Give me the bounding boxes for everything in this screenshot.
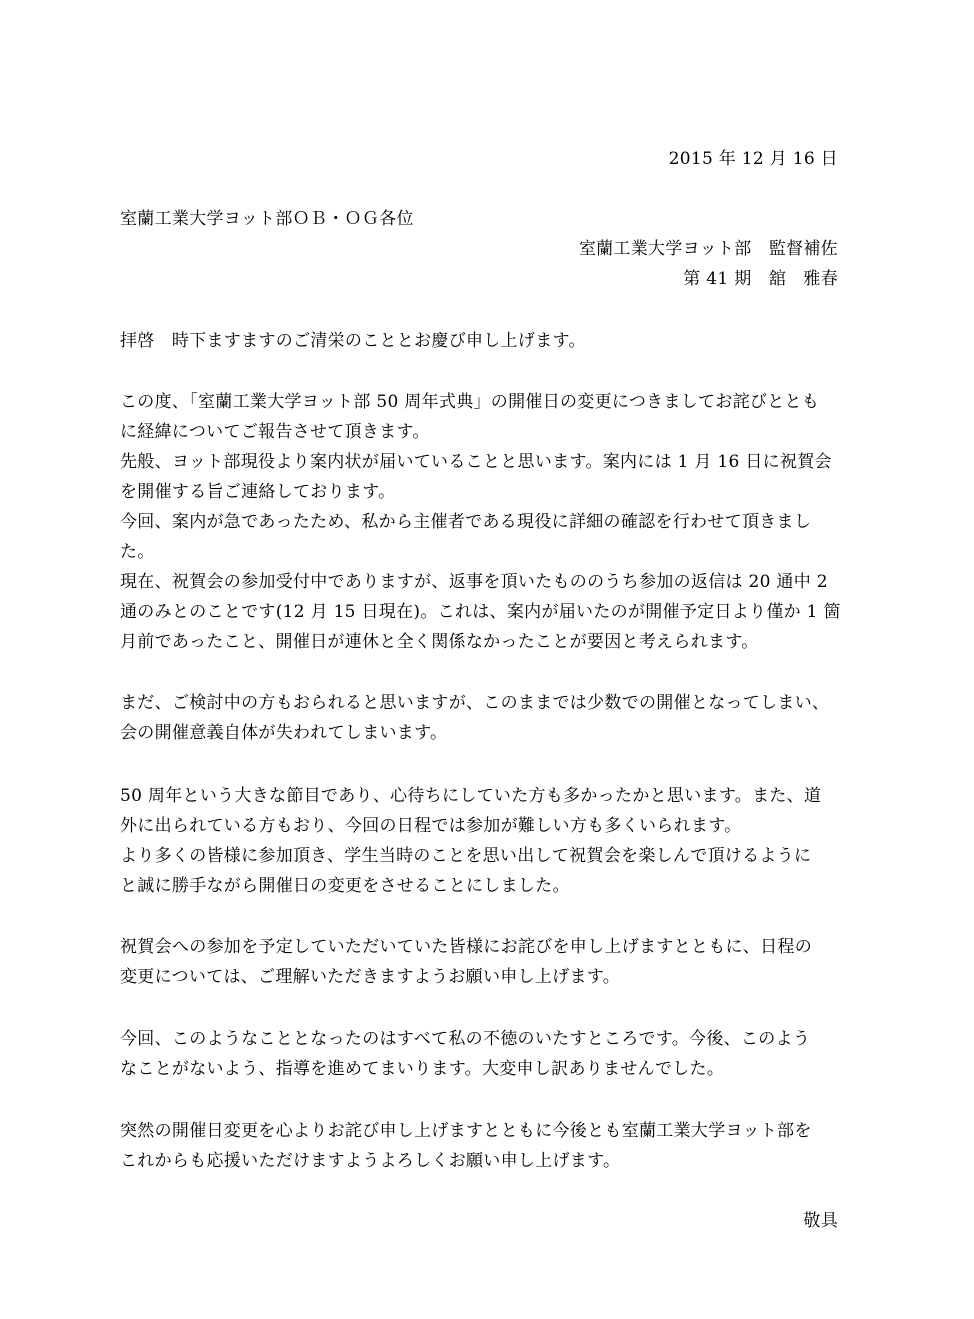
body-line-18: 今回、このようなこととなったのはすべて私の不徳のいたすところです。今後、このよう [120,1029,811,1049]
body-line-19: なことがないよう、指導を進めてまいります。大変申し訳ありませんでした。 [120,1059,725,1079]
body-line-12: 50 周年という大きな節目であり、心待ちにしていた方も多かったかと思います。また、道 [120,786,822,806]
sender-name: 第 41 期 舘 雅春 [683,269,838,289]
body-line-20: 突然の開催日変更を心よりお詫び申し上げますとともに今後とも室蘭工業大学ヨット部を [120,1121,812,1141]
body-line-13: 外に出られている方もおり、今回の日程では参加が難しい方も多くいられます。 [120,816,742,836]
body-line-15: と誠に勝手ながら開催日の変更をさせることにしました。 [120,876,570,896]
greeting-line: 拝啓 時下ますますのご清栄のこととお慶び申し上げます。 [120,331,586,351]
body-line-6: た。 [120,542,155,562]
body-line-9: 月前であったこと、開催日が連休と全く関係なかったことが要因と考えられます。 [120,632,759,652]
body-line-11: 会の開催意義自体が失われてしまいます。 [120,723,448,743]
body-line-16: 祝賀会への参加を予定していただいていた皆様にお詫びを申し上げますとともに、日程の [120,937,812,957]
body-line-2: に経緯についてご報告させて頂きます。 [120,422,430,442]
body-line-21: これからも応援いただけますようよろしくお願い申し上げます。 [120,1151,621,1171]
closing-keigu: 敬具 [803,1211,838,1231]
body-line-10: まだ、ご検討中の方もおられると思いますが、このままでは少数での開催となってしまい、 [120,693,830,713]
body-line-7: 現在、祝賀会の参加受付中でありますが、返事を頂いたもののうち参加の返信は 20 通中 2 [120,572,828,592]
body-line-3: 先般、ヨット部現役より案内状が届いていることと思います。案内には 1 月 16 日に祝賀会 [120,452,832,472]
body-line-5: 今回、案内が急であったため、私から主催者である現役に詳細の確認を行わせて頂きまし [120,512,812,532]
addressee: 室蘭工業大学ヨット部ＯＢ・ＯＧ各位 [120,209,414,229]
body-line-1: この度、「室蘭工業大学ヨット部 50 周年式典」の開催日の変更につきましてお詫びととも [120,392,820,412]
body-line-14: より多くの皆様に参加頂き、学生当時のことを思い出して祝賀会を楽しんで頂けるように [120,846,812,866]
letter-date: 2015 年 12 月 16 日 [668,149,838,169]
body-line-4: を開催する旨ご連絡しております。 [120,482,396,502]
body-line-17: 変更については、ご理解いただきますようお願い申し上げます。 [120,967,620,987]
sender-organization: 室蘭工業大学ヨット部 監督補佐 [578,239,838,259]
body-line-8: 通のみとのことです(12 月 15 日現在)。これは、案内が届いたのが開催予定日より僅か 1 箇 [120,602,841,622]
